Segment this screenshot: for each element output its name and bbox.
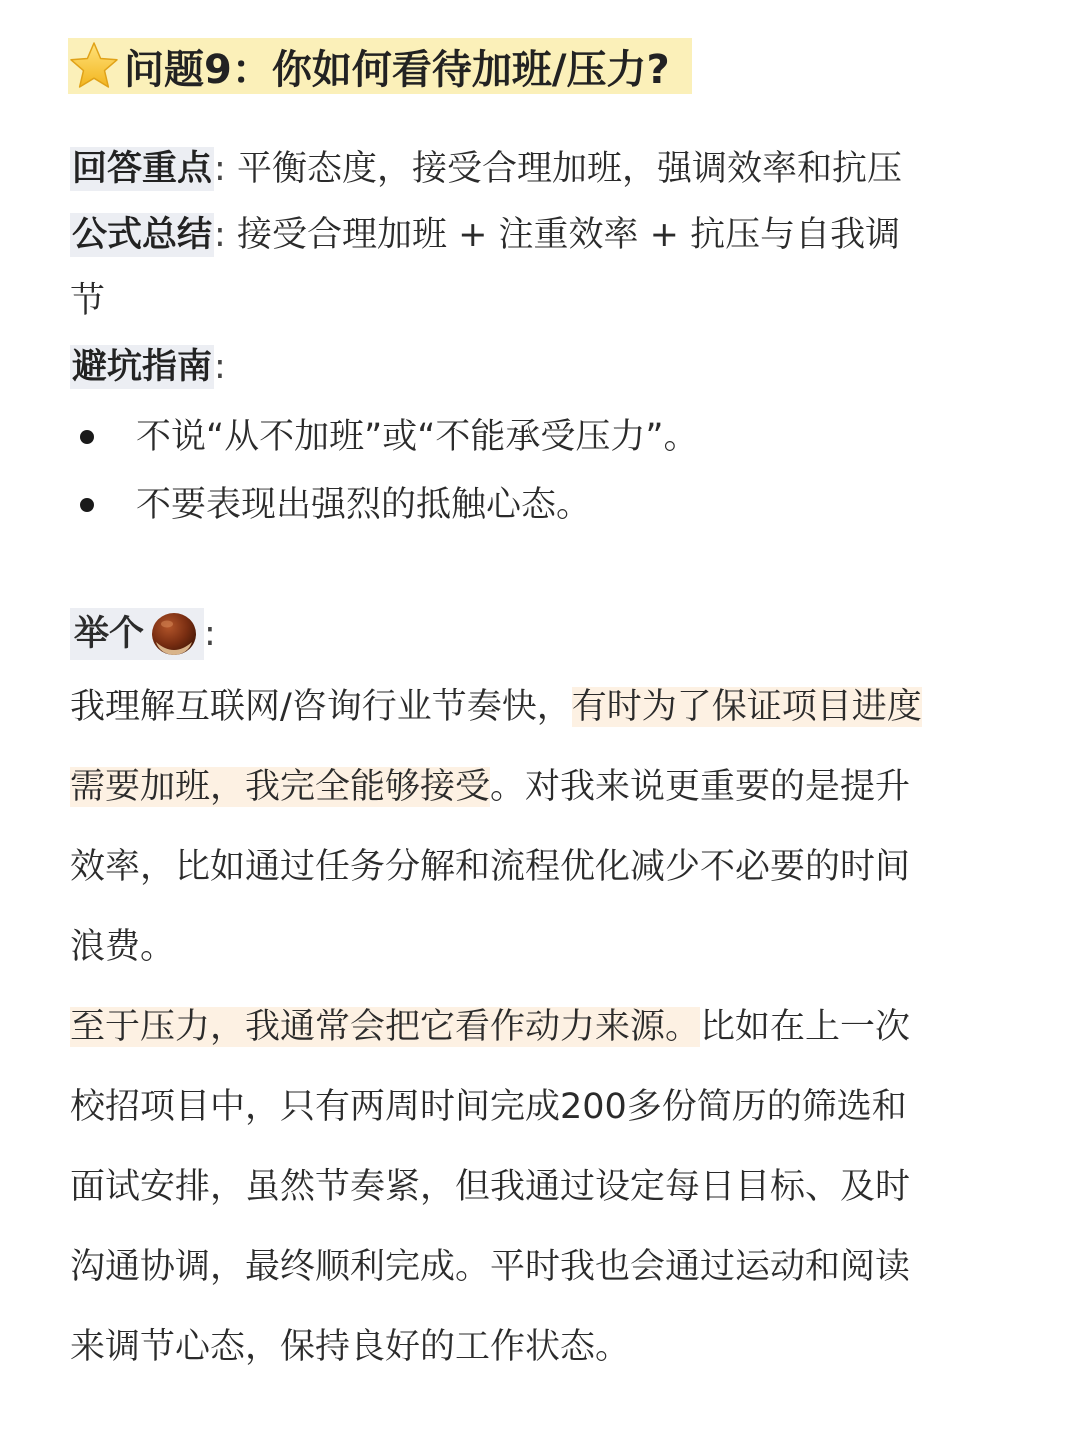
highlighted-text: 有时为了保证项目进度 <box>571 687 922 727</box>
formula-line-continued <box>70 278 105 324</box>
paragraph-text: 比如在上一次 <box>700 1007 911 1047</box>
paragraph-line: 浪费。 <box>70 927 176 967</box>
formula-text-continued: 节 <box>70 281 106 321</box>
example-label: 举个 <box>74 614 145 654</box>
pitfall-item: 不要表现出强烈的抵触心态。 <box>136 485 592 525</box>
paragraph-line: 面试安排，虽然节奏紧，但我通过设定每日目标、及时 <box>70 1167 911 1207</box>
paragraph-line: 来调节心态，保持良好的工作状态。 <box>70 1327 631 1367</box>
paragraph-line: 沟通协调，最终顺利完成。平时我也会通过运动和阅读 <box>70 1247 911 1287</box>
highlighted-text: 至于压力，我通常会把它看作动力来源。 <box>70 1007 701 1047</box>
answer-focus-label: 回答重点 <box>72 149 213 189</box>
example-colon: : <box>204 614 216 654</box>
question-title <box>68 38 692 94</box>
formula-text: 接受合理加班 + 注重效率 + 抗压与自我调 <box>236 215 901 255</box>
pitfalls-heading <box>70 344 226 390</box>
answer-focus-text: 平衡态度，接受合理加班，强调效率和抗压 <box>236 149 902 189</box>
formula-label: 公式总结 <box>72 215 213 255</box>
answer-focus-line <box>70 146 902 192</box>
bullet-dot <box>80 498 94 512</box>
paragraph-line: 效率，比如通过任务分解和流程优化减少不必要的时间 <box>70 847 911 887</box>
example-heading <box>70 608 216 660</box>
example-label-box <box>70 608 204 660</box>
pitfalls-label: 避坑指南 <box>72 347 213 387</box>
paragraph-text: 。对我来说更重要的是提升 <box>490 767 911 807</box>
highlighted-text: 需要加班，我完全能够接受 <box>70 767 491 807</box>
paragraph-line <box>70 1004 910 1050</box>
paragraph-line: 校招项目中，只有两周时间完成200多份简历的筛选和 <box>70 1087 907 1127</box>
answer-focus-colon: : <box>214 149 226 189</box>
pitfall-item: 不说“从不加班”或“不能承受压力”。 <box>136 417 699 457</box>
bullet-dot <box>80 430 94 444</box>
formula-line <box>70 212 900 258</box>
formula-colon: : <box>214 215 226 255</box>
paragraph-text: 我理解互联网/咨询行业节奏快， <box>70 687 572 727</box>
chestnut-icon <box>148 608 200 660</box>
pitfalls-colon: : <box>214 347 226 387</box>
paragraph-line <box>70 764 910 810</box>
star-icon <box>68 40 120 92</box>
paragraph-line <box>70 684 922 730</box>
question-title-text: 问题9：你如何看待加班/压力? <box>124 46 670 93</box>
